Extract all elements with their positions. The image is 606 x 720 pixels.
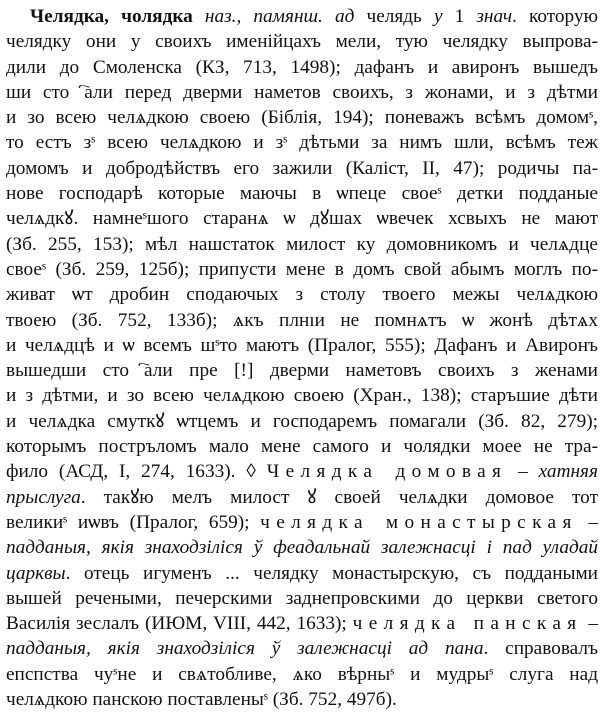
entry-line (6, 206, 598, 231)
entry-text: вышей речеными, печерскими заднепровскими до церкви светого (6, 587, 598, 609)
dictionary-entry (6, 4, 598, 712)
entry-text: которымъ постръломъ мало мене самого и чолядки моее не тра- (6, 436, 598, 458)
entry-text: живат ѡт дробин сподаючых з столу твоего межы челѧдкою (6, 284, 598, 306)
entry-text: и з дѣтми, и зо всею челѧдкою своею (Хран., 138); старъшие дѣти (6, 385, 598, 407)
entry-text: и челѧдка смуткꙋ ѡтцемъ и господаремъ помагали (Зб. 82, 279); (6, 410, 598, 432)
entry-text: твоею (Зб. 752, 133б); ѧкъ плнıи не помнѧтъ ѡ жонѣ дѣтѧх (6, 309, 598, 331)
entry-text: и зо всею челѧдкою своею (Біблія, 194); поневажъ всѣмъ домомˢ, (6, 107, 598, 129)
entry-line (6, 586, 598, 611)
entry-line (6, 181, 598, 206)
entry-text: своеˢ (Зб. 259, 125б); припусти мене в домъ свой абымъ моглъ по- (6, 258, 598, 280)
entry-text: . справовалъ (483, 638, 599, 660)
entry-line (6, 485, 598, 510)
entry-line (6, 282, 598, 307)
gloss-text: падданыя, якія знаходзіліся ў феадальнай залежнасці і пад уладай (6, 537, 598, 559)
entry-text: домомъ и добродѣйствъ его зажили (Каліст, II, 47); родичы па- (6, 157, 598, 179)
entry-text: и челѧдцѣ и ѡ всемъ шˢто маютъ (Пралог, 555); Дафанъ и Авиронъ (6, 334, 598, 356)
sub-headword: челядка монастырская (260, 511, 578, 533)
entry-line (6, 510, 598, 535)
entry-text: Василія зеслалъ (ИЮМ, VIII, 442, 1633); (6, 613, 353, 635)
sub-headword: челядка панская (352, 613, 583, 635)
gloss-text: наз., памянш. ад (204, 6, 355, 27)
gloss-text: хатняя (538, 461, 598, 483)
entry-text: ши стоⷧ҇али перед дверми наметов своихъ, з жонами, и з дѣтми (6, 81, 598, 103)
entry-line (6, 4, 598, 29)
headword: Челядка, чолядка (30, 6, 193, 27)
entry-text: великиˢ иѡвъ (Пралог, 659); (6, 511, 261, 533)
entry-line (6, 636, 598, 661)
entry-line (6, 55, 598, 80)
entry-line (6, 383, 598, 408)
entry-text: вышедши стоⷧ҇али пре [!] дверми наметовъ своихъ з женами (6, 360, 598, 382)
entry-text: . которую (512, 6, 598, 27)
entry-line (6, 535, 598, 560)
entry-text: дили до Смоленска (КЗ, 713, 1498); дафанъ и авиронъ вышедъ (6, 56, 598, 78)
entry-text: . такꙋю мелъ милост ꙋ своей челѧдки домовое тот (80, 486, 598, 508)
entry-text: – (577, 511, 598, 533)
entry-text: челѧдкꙋ. намнеˢшого старанѧ ѡ дꙋшах ѡвечек хсвыхъ не мают (6, 208, 598, 230)
gloss-text: падданыя, якія знаходзіліся ў залежнасці ад пана (6, 638, 484, 660)
entry-line (6, 434, 598, 459)
entry-line (6, 29, 598, 54)
gloss-text: у (433, 6, 443, 27)
entry-text: челядку они у своихъ именійцахъ мели, тую челядку выпрова- (6, 31, 598, 53)
gloss-text: прыслуга (6, 486, 81, 508)
entry-line (6, 662, 598, 687)
gloss-text: знач (476, 6, 513, 27)
entry-line (6, 358, 598, 383)
sub-headword: Челядка домовая (266, 461, 508, 483)
entry-line (6, 156, 598, 181)
entry-text: . отець игуменъ ... челядку монастырскую, съ поддаными (65, 562, 598, 584)
entry-text (193, 6, 205, 27)
entry-line (6, 105, 598, 130)
entry-text: нове господарѣ которые маючы в ѡпеце своеˢ детки подданые (6, 183, 598, 205)
entry-text: – (507, 461, 539, 483)
entry-line (6, 561, 598, 586)
entry-text: челѧдкою панскою поставленыˢ (Зб. 752, 497б). (6, 689, 397, 711)
entry-line (6, 130, 598, 155)
entry-line (6, 687, 598, 712)
entry-line (6, 459, 598, 484)
entry-line (6, 409, 598, 434)
entry-line (6, 80, 598, 105)
entry-text: чeлядь (354, 6, 434, 27)
entry-text: то естъ зˢ всею челѧдкою и зˢ дѣтьми за нимъ шли, всѣмъ теж (6, 132, 598, 154)
entry-line (6, 333, 598, 358)
entry-line (6, 257, 598, 282)
entry-line (6, 232, 598, 257)
entry-text: 1 (442, 6, 477, 27)
entry-text: (Зб. 255, 153); мѣл нашстаток милост ку домовникомъ и челѧдце (6, 233, 598, 255)
gloss-text: царквы (6, 562, 66, 584)
entry-text: – (582, 613, 598, 635)
entry-text: фило (АСД, I, 274, 1633). ◊ (6, 461, 267, 483)
entry-line (6, 611, 598, 636)
entry-line (6, 308, 598, 333)
entry-text: епспства чуˢне и свѧтобливе, ѧко вѣрныˢ и мудрыˢ слуга над (6, 663, 598, 685)
